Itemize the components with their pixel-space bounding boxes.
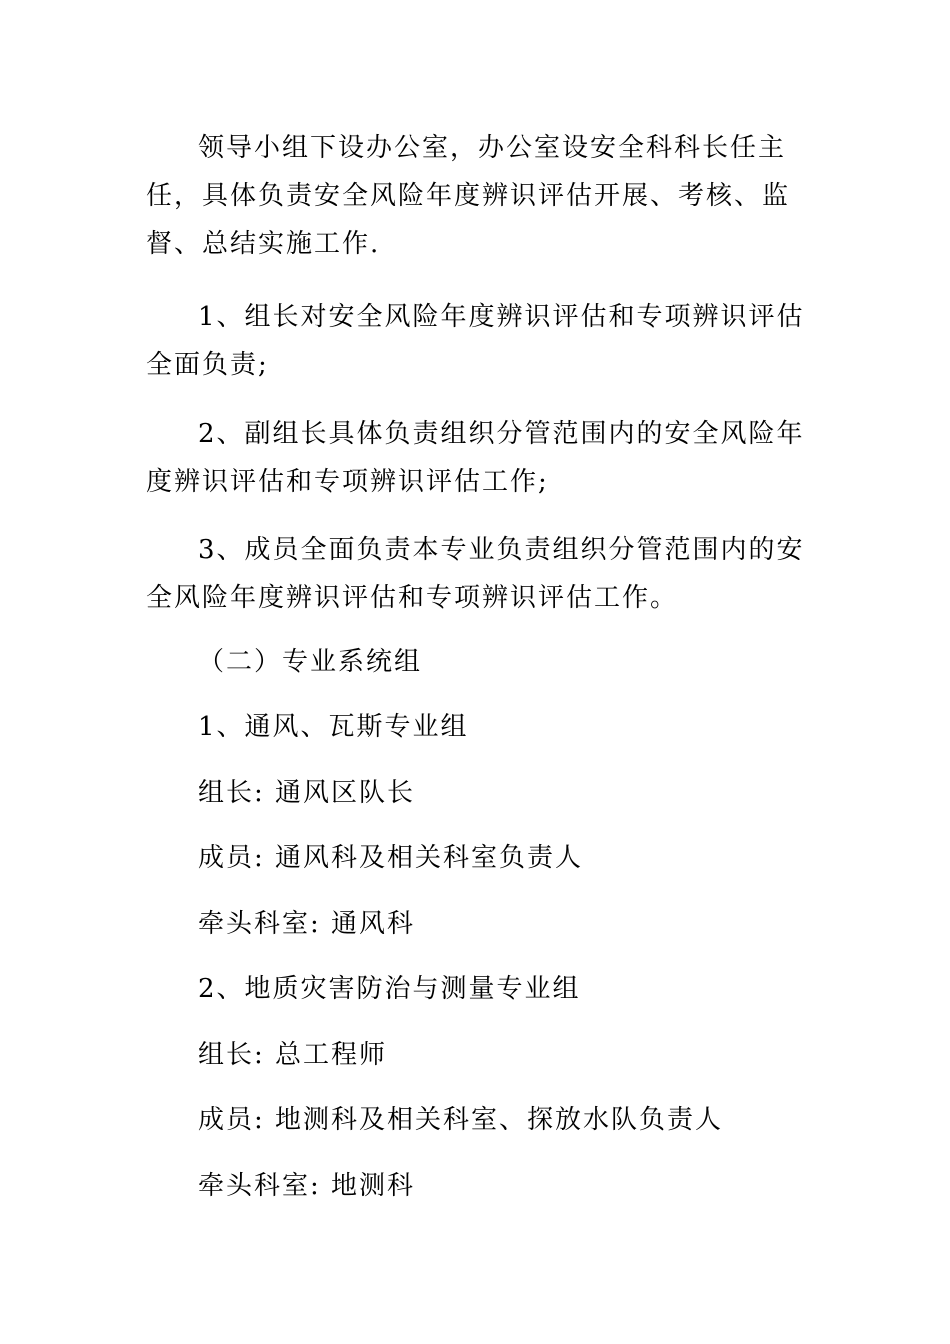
- section-heading: （二）专业系统组: [198, 647, 423, 677]
- group-2-members: 成员: 地测科及相关科室、探放水队负责人: [198, 1105, 724, 1135]
- group-1-lead-department: 牵头科室: 通风科: [198, 909, 416, 939]
- group-1-members: 成员: 通风科及相关科室负责人: [198, 843, 584, 873]
- office-setup-paragraph: 领导小组下设办公室，办公室设安全科科长任主任，具体负责安全风险年度辨识评估开展、考核、监督、总结实施工作.: [146, 133, 791, 259]
- group-1-leader: 组长: 通风区队长: [198, 778, 416, 808]
- group-2-title: 2、地质灾害防治与测量专业组: [198, 974, 581, 1004]
- deputy-leader-duty-paragraph: 2、副组长具体负责组织分管范围内的安全风险年度辨识评估和专项辨识评估工作;: [146, 419, 805, 497]
- member-duty-paragraph: 3、成员全面负责本专业负责组织分管范围内的安全风险年度辨识评估和专项辨识评估工作。: [146, 535, 805, 613]
- group-2-lead-department: 牵头科室: 地测科: [198, 1171, 416, 1201]
- leader-duty-paragraph: 1、组长对安全风险年度辨识评估和专项辨识评估全面负责;: [146, 302, 805, 380]
- group-1-title: 1、通风、瓦斯专业组: [198, 712, 469, 742]
- group-2-leader: 组长: 总工程师: [198, 1040, 388, 1070]
